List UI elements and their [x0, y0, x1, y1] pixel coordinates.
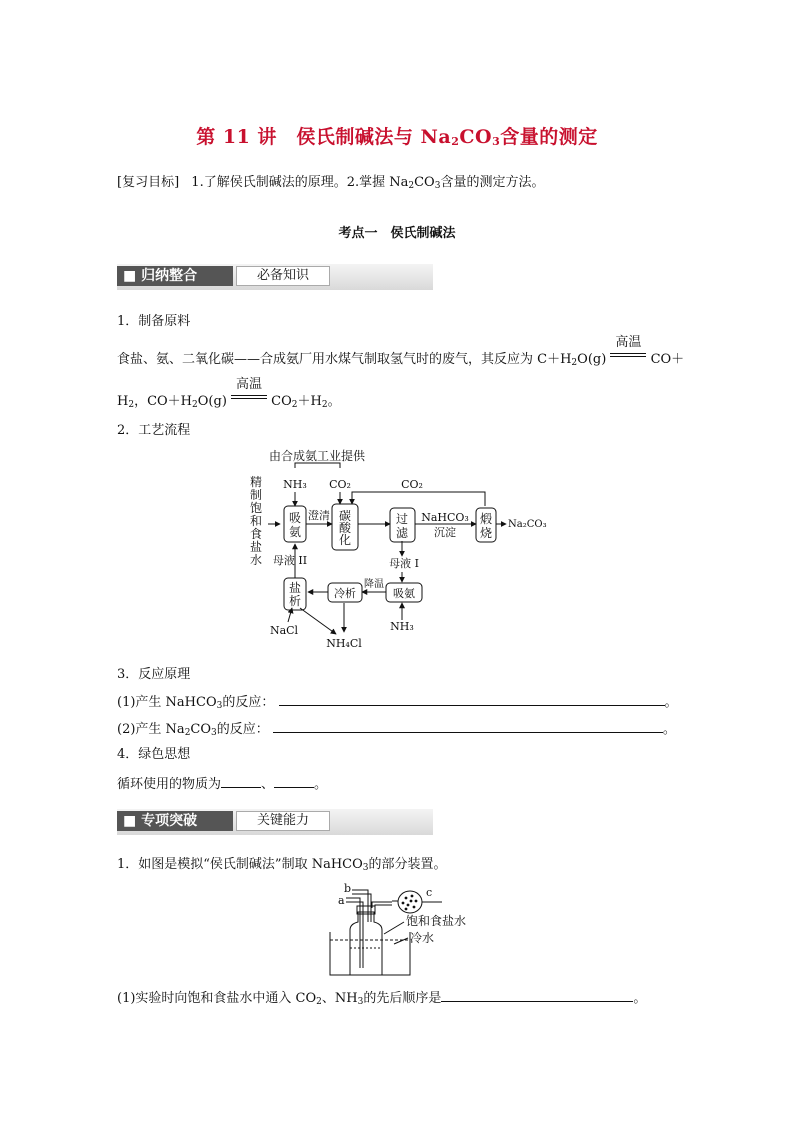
- svg-text:Na₂CO₃: Na₂CO₃: [508, 519, 547, 530]
- question-nahco3: (1)产生 NaHCO$_3$的反应： 。: [117, 695, 678, 711]
- svg-text:过: 过: [395, 512, 409, 526]
- process-flow-diagram: [240, 446, 560, 656]
- svg-text:NH₄Cl: NH₄Cl: [326, 637, 362, 650]
- svg-text:吸氨: 吸氨: [393, 587, 415, 600]
- answer-blank-1[interactable]: [279, 693, 665, 706]
- section-heading: 考点一 侯氏制碱法: [338, 226, 456, 241]
- question-na2co3: (2)产生 $Na_2CO_3$的反应： 。: [117, 722, 676, 738]
- condition-high-temp-2: 高温: [231, 389, 267, 405]
- svg-text:化: 化: [338, 533, 352, 547]
- svg-text:冷析: 冷析: [334, 587, 356, 600]
- svg-text:沉淀: 沉淀: [434, 526, 456, 539]
- svg-text:a: a: [338, 894, 345, 907]
- svg-text:CO₂: CO₂: [329, 478, 351, 491]
- svg-text:降温: 降温: [364, 579, 384, 590]
- svg-text:氨: 氨: [288, 525, 302, 539]
- svg-text:吸: 吸: [288, 511, 302, 525]
- svg-text:煅: 煅: [479, 512, 493, 526]
- svg-text:母液 I: 母液 I: [389, 557, 419, 570]
- svg-text:NaCl: NaCl: [269, 624, 299, 637]
- svg-text:水: 水: [249, 553, 263, 567]
- svg-text:精: 精: [249, 475, 263, 489]
- svg-text:饱和食盐水: 饱和食盐水: [406, 914, 467, 928]
- apparatus-diagram: [328, 880, 478, 978]
- heading-process-flow: 2．工艺流程: [117, 423, 191, 438]
- svg-text:盐: 盐: [288, 581, 302, 595]
- svg-text:滤: 滤: [395, 526, 409, 540]
- svg-text:食: 食: [249, 527, 263, 541]
- question-order: (1)实验时向饱和食盐水中通入 $CO_2$、$NH_3$的先后顺序是 。: [117, 991, 647, 1007]
- svg-text:盐: 盐: [249, 540, 263, 554]
- svg-text:和: 和: [249, 514, 263, 528]
- heading-raw-materials: 1．制备原料: [117, 314, 191, 329]
- problem-1-stem: 1．如图是模拟“侯氏制碱法”制取 NaHCO$_3$的部分装置。: [117, 857, 447, 873]
- svg-text:酸: 酸: [338, 521, 352, 535]
- bar-light-label: 必备知识: [236, 266, 330, 286]
- heading-reaction-principle: 3．反应原理: [117, 667, 191, 682]
- svg-text:CO₂: CO₂: [401, 478, 423, 491]
- raw-materials-line1: 食盐、氨、二氧化碳——合成氨厂用水煤气制取氢气时的废气，其反应为 $C+H_2O(g)$ 高温 CO＋: [117, 335, 685, 368]
- bar2-dark-label: ■ 专项突破: [117, 811, 233, 831]
- answer-blank-4[interactable]: [274, 775, 314, 788]
- svg-text:冷水: 冷水: [410, 931, 435, 945]
- svg-text:析: 析: [288, 594, 302, 608]
- svg-text:母液 II: 母液 II: [272, 554, 308, 567]
- page-title: 第 11 讲 侯氏制碱法与 Na2CO3含量的测定: [196, 126, 598, 148]
- answer-blank-3[interactable]: [221, 775, 261, 788]
- svg-text:b: b: [344, 882, 352, 895]
- condition-high-temp: 高温: [610, 347, 646, 363]
- svg-text:澄清: 澄清: [308, 509, 330, 522]
- raw-materials-line2: $H_2$，$CO+H_2O(g)$ 高温 $CO_2+H_2$。: [117, 377, 341, 410]
- recycled-materials: 循环使用的物质为 、 。: [117, 777, 328, 792]
- svg-text:制: 制: [249, 488, 263, 502]
- goal-label: [复习目标]: [117, 175, 180, 190]
- bar2-light-label: 关键能力: [236, 811, 330, 831]
- svg-text:碳: 碳: [338, 509, 352, 523]
- svg-text:烧: 烧: [479, 526, 493, 540]
- svg-text:NaHCO₃: NaHCO₃: [421, 511, 469, 524]
- review-goals: [复习目标] 1.了解侯氏制碱法的原理。2.掌握 $Na_2CO_3$含量的测定方法。: [117, 175, 545, 191]
- heading-green-thinking: 4．绿色思想: [117, 747, 191, 762]
- svg-text:NH₃: NH₃: [390, 620, 414, 633]
- svg-text:c: c: [426, 886, 433, 899]
- svg-text:NH₃: NH₃: [283, 478, 307, 491]
- svg-text:饱: 饱: [249, 501, 263, 515]
- answer-blank-5[interactable]: [441, 989, 633, 1002]
- svg-text:由合成氨工业提供: 由合成氨工业提供: [268, 449, 366, 463]
- bar-dark-label: ■ 归纳整合: [117, 266, 233, 286]
- answer-blank-2[interactable]: [273, 720, 663, 733]
